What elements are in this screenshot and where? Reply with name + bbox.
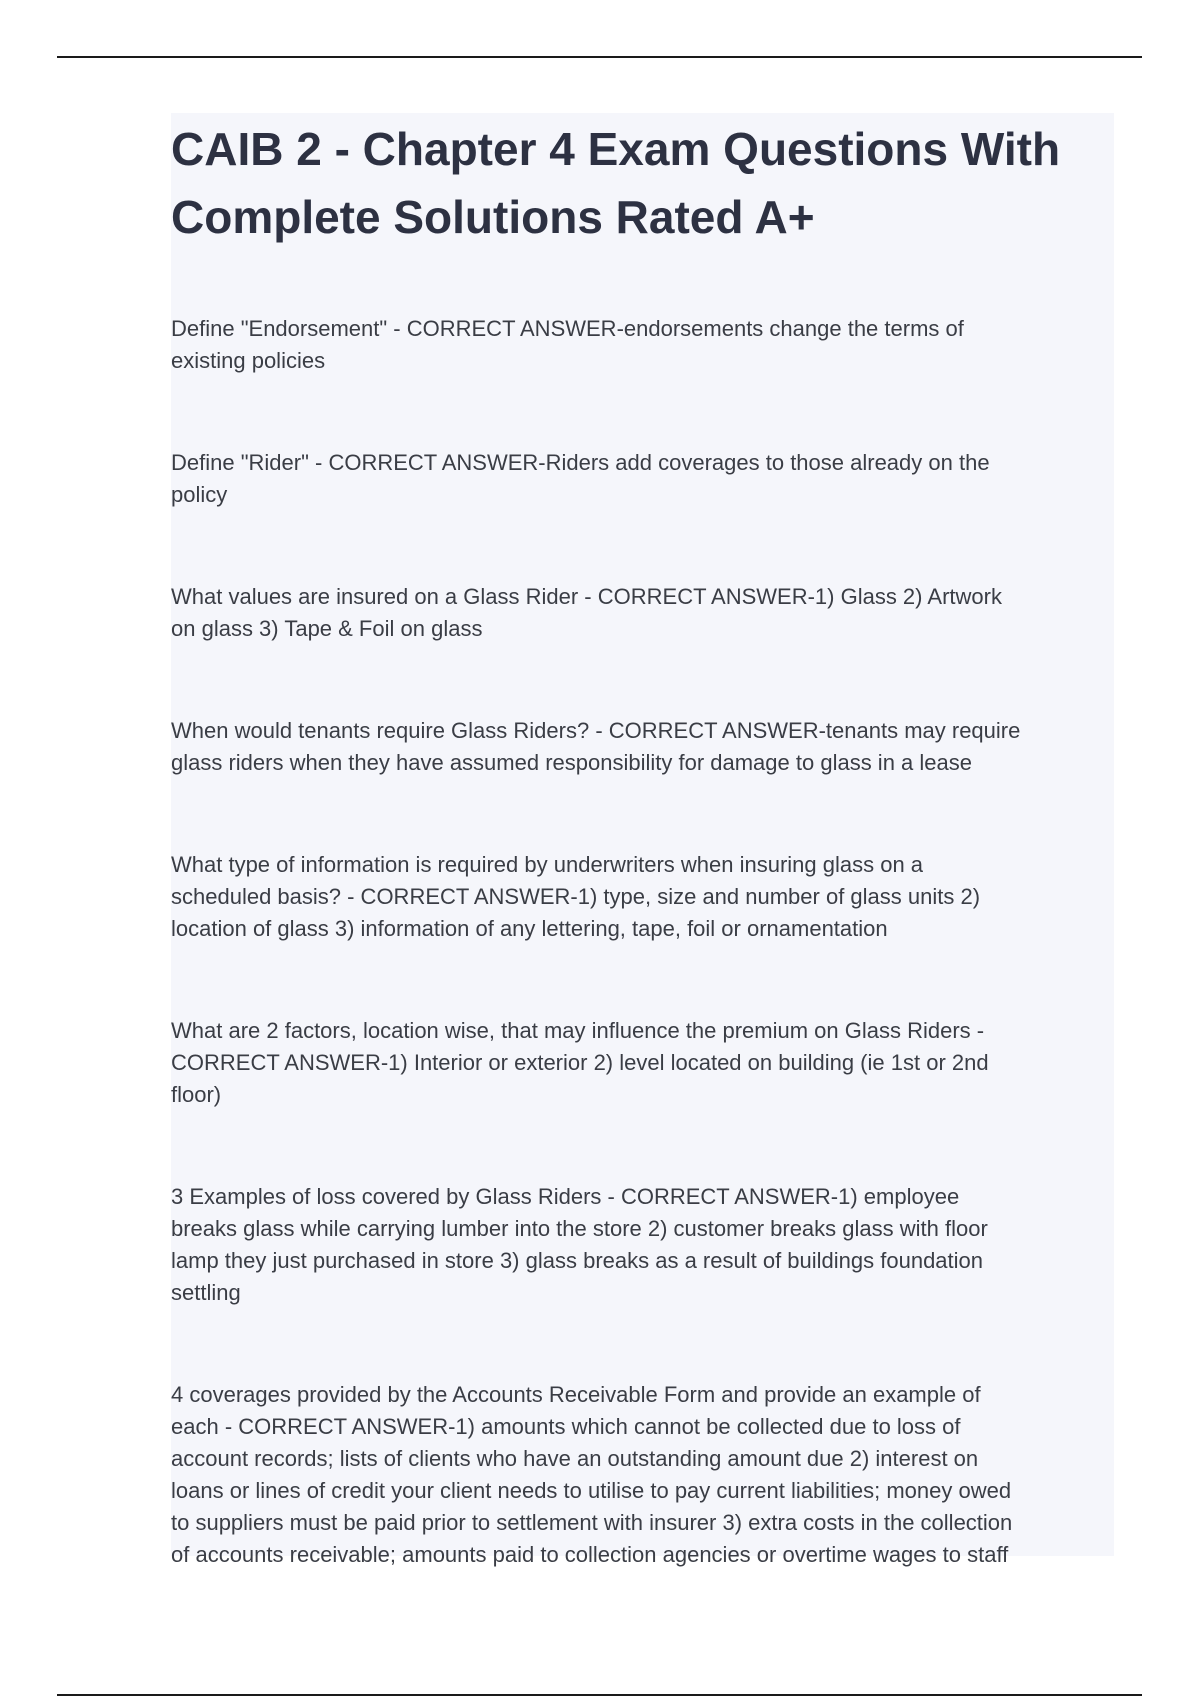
header-rule [57, 56, 1142, 58]
qa-line: location of glass 3) information of any lettering, tape, foil or ornamentation [171, 916, 888, 941]
document-content [171, 113, 1114, 1567]
qa-line: 3 Examples of loss covered by Glass Riders - CORRECT ANSWER-1) employee [171, 1184, 960, 1209]
document-title [171, 113, 1114, 251]
qa-line: each - CORRECT ANSWER-1) amounts which cannot be collected due to loss of [171, 1414, 961, 1439]
qa-line: 4 coverages provided by the Accounts Receivable Form and provide an example of [171, 1382, 981, 1407]
qa-item [171, 1379, 1114, 1571]
qa-line: account records; lists of clients who have an outstanding amount due 2) interest on [171, 1446, 979, 1471]
qa-line: Define "Rider" - CORRECT ANSWER-Riders add coverages to those already on the [171, 450, 990, 475]
qa-line: lamp they just purchased in store 3) glass breaks as a result of buildings foundation [171, 1248, 984, 1273]
qa-line: Define "Endorsement" - CORRECT ANSWER-endorsements change the terms of [171, 316, 964, 341]
qa-item [171, 715, 1114, 779]
qa-item [171, 313, 1114, 377]
qa-line: scheduled basis? - CORRECT ANSWER-1) type, size and number of glass units 2) [171, 884, 981, 909]
qa-item [171, 1181, 1114, 1309]
qa-line: on glass 3) Tape & Foil on glass [171, 616, 483, 641]
qa-line: floor) [171, 1082, 222, 1107]
qa-line: loans or lines of credit your client needs to utilise to pay current liabilities; money owed [171, 1478, 1012, 1503]
qa-item [171, 581, 1114, 645]
qa-line: of accounts receivable; amounts paid to collection agencies or overtime wages to staff [171, 1542, 1009, 1567]
qa-item [171, 447, 1114, 511]
qa-line: What values are insured on a Glass Rider - CORRECT ANSWER-1) Glass 2) Artwork [171, 584, 1002, 609]
qa-line: What type of information is required by underwriters when insuring glass on a [171, 852, 924, 877]
qa-line: existing policies [171, 348, 326, 373]
qa-item [171, 849, 1114, 945]
title-line: CAIB 2 - Chapter 4 Exam Questions With [171, 123, 1061, 175]
qa-line: CORRECT ANSWER-1) Interior or exterior 2) level located on building (ie 1st or 2nd [171, 1050, 989, 1075]
qa-line: What are 2 factors, location wise, that may influence the premium on Glass Riders - [171, 1018, 985, 1043]
qa-line: glass riders when they have assumed responsibility for damage to glass in a lease [171, 750, 972, 775]
qa-item [171, 1015, 1114, 1111]
qa-list [171, 313, 1114, 1571]
qa-line: When would tenants require Glass Riders? - CORRECT ANSWER-tenants may require [171, 718, 1021, 743]
qa-line: policy [171, 482, 228, 507]
title-line: Complete Solutions Rated A+ [171, 191, 815, 243]
qa-line: settling [171, 1280, 241, 1305]
qa-line: breaks glass while carrying lumber into the store 2) customer breaks glass with floor [171, 1216, 988, 1241]
footer-rule [57, 1694, 1142, 1696]
qa-line: to suppliers must be paid prior to settlement with insurer 3) extra costs in the collection [171, 1510, 1013, 1535]
